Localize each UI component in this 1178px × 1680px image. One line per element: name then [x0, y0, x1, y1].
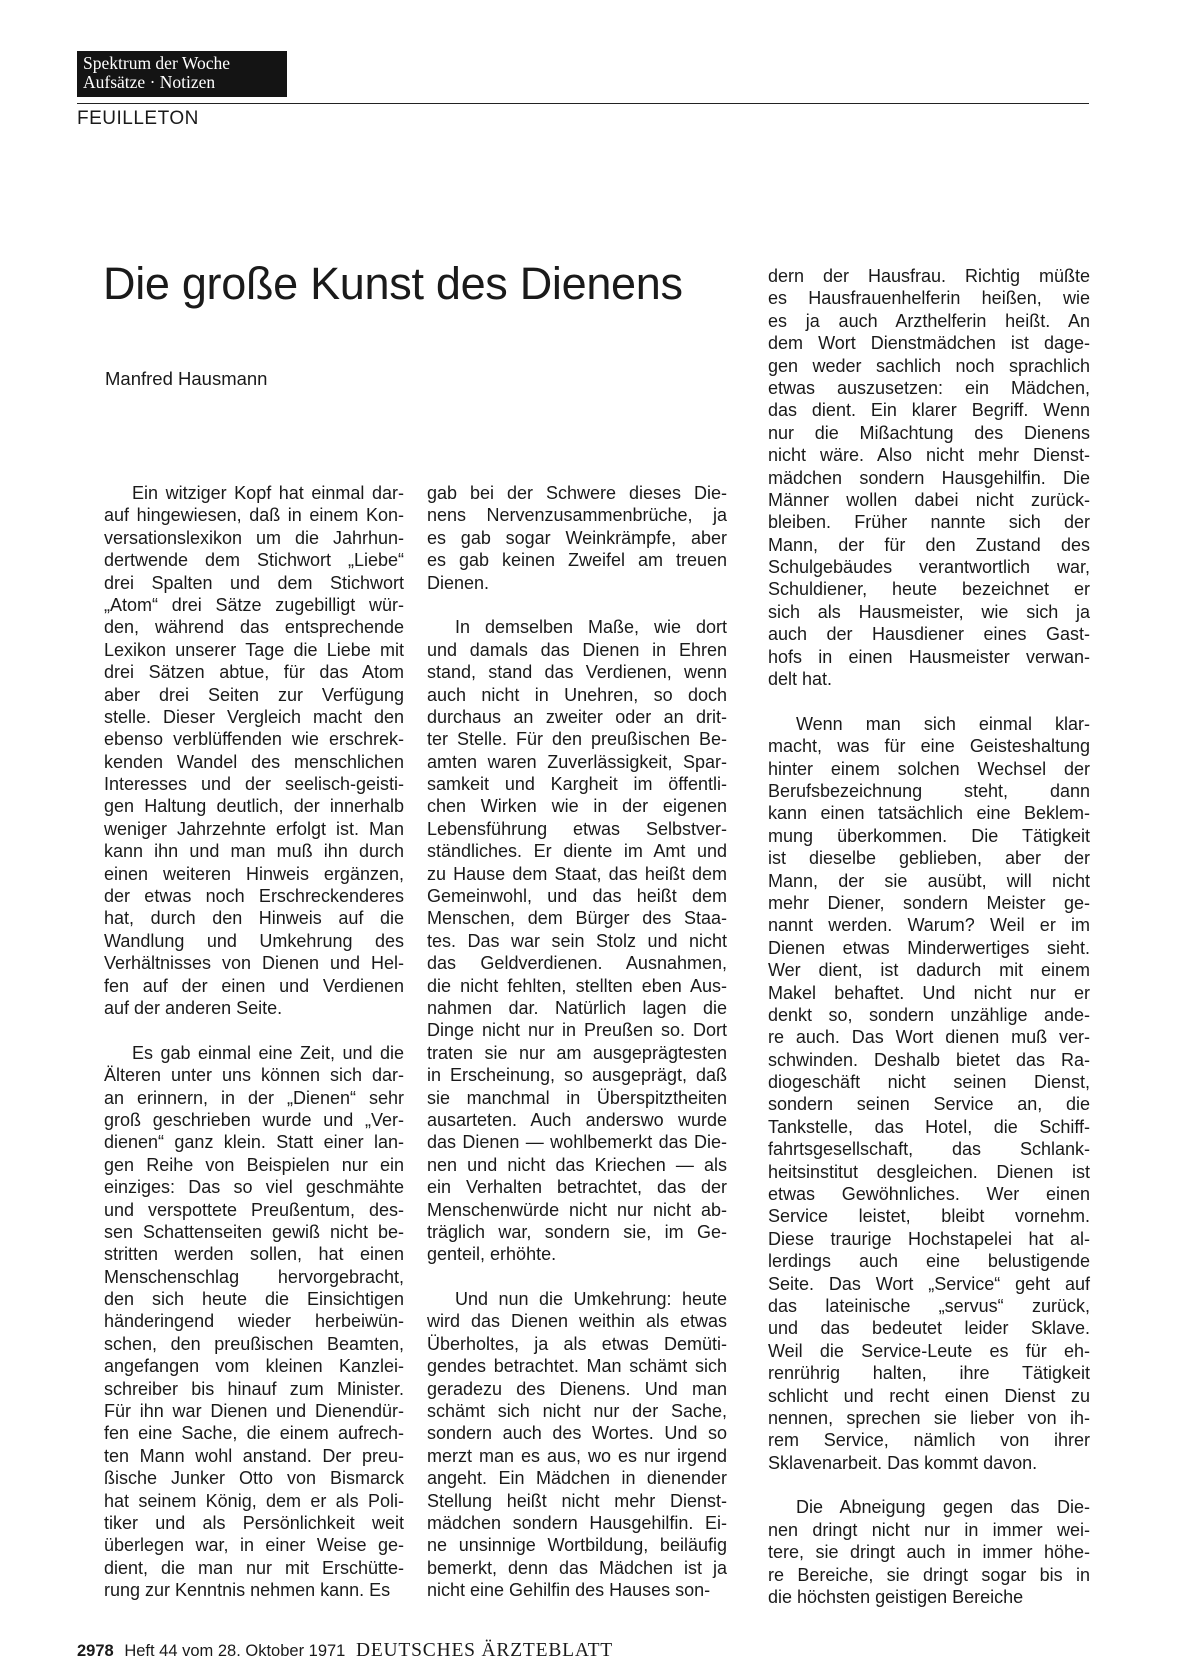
text-line: „Atom“ drei Sätze zugebilligt wür-	[104, 594, 404, 615]
header-rule	[77, 103, 1089, 104]
text-line: drei Spalten und dem Stichwort	[104, 572, 404, 593]
text-line: und damals das Dienen in Ehren	[427, 639, 727, 660]
text-line: samkeit und Kargheit im öffentli-	[427, 774, 727, 795]
text-line: einziges: Das so viel geschmähte	[104, 1177, 404, 1198]
text-line: Seite. Das Wort „Service“ geht auf	[768, 1273, 1090, 1294]
text-line: kann einen tatsächlich eine Beklem-	[768, 803, 1090, 824]
text-line: traten sie nur am ausgeprägtesten	[427, 1042, 727, 1063]
paragraph-gap	[768, 690, 1090, 712]
text-line: re Bereiche, sie dringt sogar bis in	[768, 1564, 1090, 1585]
text-line: gen Haltung deutlich, der innerhalb	[104, 796, 404, 817]
text-line: mädchen sondern Hausgehilfin. Die	[768, 467, 1090, 488]
text-line: nicht wäre. Also nicht mehr Dienst-	[768, 445, 1090, 466]
text-line: amten waren Zuverlässigkeit, Spar-	[427, 751, 727, 772]
text-column-1	[104, 482, 404, 1602]
page-footer	[77, 1640, 613, 1662]
text-line: Schulgebäudes verantwortlich war,	[768, 557, 1090, 578]
text-line: hat seinem König, dem er als Poli-	[104, 1490, 404, 1511]
text-line: nens Nervenzusammenbrüche, ja	[427, 505, 727, 526]
text-line: macht, was für eine Geisteshaltung	[768, 736, 1090, 757]
text-line: Lexikon unserer Tage die Liebe mit	[104, 639, 404, 660]
text-line: nen und nicht das Kriechen — als	[427, 1154, 727, 1175]
text-line: und das bedeutet leider Sklave.	[768, 1318, 1090, 1339]
text-line: sich als Hausmeister, wie sich ja	[768, 601, 1090, 622]
text-line: auf der anderen Seite.	[104, 997, 283, 1018]
text-line: sondern auch des Wortes. Und so	[427, 1423, 727, 1444]
text-line: denkt so, sondern unzählige ande-	[768, 1004, 1090, 1025]
text-line: bleiben. Früher nannte sich der	[768, 512, 1090, 533]
text-line: träglich war, sondern sie, im Ge-	[427, 1221, 727, 1242]
text-line: In demselben Maße, wie dort	[455, 617, 727, 638]
text-line: nen dringt nicht nur in immer wei-	[768, 1519, 1090, 1540]
paragraph	[104, 1042, 404, 1602]
text-line: gen Reihe von Beispielen nur ein	[104, 1154, 404, 1175]
text-line: das Dienen — wohlbemerkt das Die-	[427, 1132, 727, 1153]
text-line: Und nun die Umkehrung: heute	[455, 1289, 727, 1310]
text-line: angeht. Ein Mädchen in dienender	[427, 1468, 727, 1489]
masthead-badge	[77, 51, 287, 97]
text-line: es gab keinen Zweifel am treuen	[427, 550, 727, 571]
text-line: sen Schattenseiten gewiß nicht be-	[104, 1221, 404, 1242]
text-line: in Erscheinung, so ausgeprägt, daß	[427, 1065, 727, 1086]
article-title: Die große Kunst des Dienens	[103, 258, 683, 309]
masthead-line1: Spektrum der Woche	[83, 53, 230, 73]
text-line: Makel behaftet. Und nicht nur er	[768, 982, 1090, 1003]
text-line: ist dieselbe geblieben, aber der	[768, 848, 1090, 869]
text-line: sondern seinen Service an, die	[768, 1094, 1090, 1115]
text-line: es Hausfrauenhelferin heißen, wie	[768, 288, 1090, 309]
text-line: fen auf der einen und Verdienen	[104, 975, 404, 996]
text-line: kenden Wandel des menschlichen	[104, 751, 404, 772]
text-line: aber drei Seiten zur Verfügung	[104, 684, 404, 705]
text-line: Wer dient, ist dadurch mit einem	[768, 960, 1090, 981]
text-line: Gemeinwohl, und das heißt dem	[427, 886, 727, 907]
text-line: Dienen.	[427, 572, 490, 593]
text-line: einen weiteren Hinweis ergänzen,	[104, 863, 404, 884]
text-line: geradezu des Dienens. Und man	[427, 1378, 727, 1399]
text-line: zu Hause dem Staat, das heißt dem	[427, 863, 727, 884]
text-line: delt hat.	[768, 669, 833, 690]
text-line: ausarteten. Auch anderswo wurde	[427, 1109, 727, 1130]
text-line: auch nicht in Unehren, so doch	[427, 684, 727, 705]
text-line: nicht eine Gehilfin des Hauses son-	[427, 1580, 711, 1601]
text-line: Verhältnisses von Dienen und Hel-	[104, 953, 404, 974]
text-line: das dient. Ein klarer Begriff. Wenn	[768, 400, 1090, 421]
text-line: ständliches. Er diente im Amt und	[427, 841, 727, 862]
text-line: Interesses und der seelisch-geisti-	[104, 774, 404, 795]
text-column-2	[427, 482, 727, 1602]
text-line: etwas auszusetzen: ein Mädchen,	[768, 377, 1090, 398]
text-line: der etwas noch Erschreckenderes	[104, 886, 404, 907]
text-line: Wenn man sich einmal klar-	[796, 713, 1090, 734]
text-line: gendes betrachtet. Man schämt sich	[427, 1356, 727, 1377]
text-line: bemerkt, denn das Mädchen ist ja	[427, 1557, 727, 1578]
text-line: versationslexikon um die Jahrhun-	[104, 527, 404, 548]
text-line: Mann, der für den Zustand des	[768, 534, 1090, 555]
text-line: nennen, sprechen sie lieber von ih-	[768, 1407, 1090, 1428]
paragraph	[427, 1288, 727, 1601]
text-line: Mann, der sie ausübt, will nicht	[768, 870, 1090, 891]
text-line: Für ihn war Dienen und Dienendür-	[104, 1401, 404, 1422]
masthead-line2: Aufsätze · Notizen	[83, 72, 216, 92]
text-line: dient, die man nur mit Erschütte-	[104, 1557, 404, 1578]
text-line: den sich heute die Einsichtigen	[104, 1289, 404, 1310]
text-line: auch der Hausdiener eines Gast-	[768, 624, 1090, 645]
paragraph	[768, 265, 1090, 690]
paragraph	[104, 482, 404, 1019]
text-line: heitsinstitut desgleichen. Dienen ist	[768, 1161, 1090, 1182]
text-line: rem Service, nämlich von ihrer	[768, 1430, 1090, 1451]
text-line: Schuldiener, heute bezeichnet er	[768, 579, 1090, 600]
text-line: Dienen etwas Minderwertiges sieht.	[768, 937, 1090, 958]
text-line: Männer wollen dabei nicht zurück-	[768, 489, 1090, 510]
text-line: Ein witziger Kopf hat einmal dar-	[132, 483, 404, 503]
text-line: Es gab einmal eine Zeit, und die	[132, 1042, 404, 1063]
text-line: etwas Gewöhnliches. Wer einen	[768, 1184, 1090, 1205]
text-line: genteil, erhöhte.	[427, 1244, 557, 1265]
text-line: tes. Das war sein Stolz und nicht	[427, 930, 727, 951]
text-line: wird das Dienen weithin als etwas	[427, 1311, 727, 1332]
text-line: groß geschrieben wurde und „Ver-	[104, 1109, 404, 1130]
text-line: dern der Hausfrau. Richtig müßte	[768, 266, 1090, 286]
text-line: überlegen war, in einer Weise ge-	[104, 1535, 404, 1556]
text-line: gab bei der Schwere dieses Die-	[427, 483, 727, 503]
text-line: das Geldverdienen. Ausnahmen,	[427, 953, 727, 974]
text-line: dertwende dem Stichwort „Liebe“	[104, 550, 404, 571]
paragraph-gap	[427, 594, 727, 616]
text-line: die höchsten geistigen Bereiche	[768, 1587, 1024, 1608]
text-line: stelle. Dieser Vergleich macht den	[104, 706, 404, 727]
text-line: dienen“ ganz klein. Statt einer lan-	[104, 1132, 404, 1153]
text-line: Die Abneigung gegen das Die-	[796, 1497, 1090, 1518]
text-line: Sklavenarbeit. Das kommt davon.	[768, 1452, 1038, 1473]
text-line: und verspottete Preußentum, des-	[104, 1199, 404, 1220]
text-line: stritten werden sollen, hat einen	[104, 1244, 404, 1265]
text-line: Weil die Service-Leute es für eh-	[768, 1340, 1090, 1361]
text-line: Tankstelle, das Hotel, die Schiff-	[768, 1116, 1090, 1137]
text-line: ten Mann wohl anstand. Der preu-	[104, 1445, 404, 1466]
paragraph	[427, 616, 727, 1265]
text-line: tiker und als Persönlichkeit weit	[104, 1512, 404, 1533]
paragraph	[768, 713, 1090, 1474]
text-line: das lateinische „servus“ zurück,	[768, 1295, 1090, 1316]
text-line: schen, den preußischen Beamten,	[104, 1333, 404, 1354]
text-line: renrührig halten, ihre Tätigkeit	[768, 1363, 1090, 1384]
text-line: durchaus an zweiter oder an drit-	[427, 706, 727, 727]
text-line: hinter einem solchen Wechsel der	[768, 758, 1090, 779]
text-line: nannt werden. Warum? Weil er im	[768, 915, 1090, 936]
text-line: Stellung heißt nicht mehr Dienst-	[427, 1490, 727, 1511]
magazine-name: DEUTSCHES ÄRZTEBLATT	[355, 1640, 613, 1661]
text-line: chen Wirken wie in der eigenen	[427, 796, 727, 817]
text-line: hofs in einen Hausmeister verwan-	[768, 646, 1090, 667]
text-line: kann ihn und man muß ihn durch	[104, 841, 404, 862]
section-label: FEUILLETON	[77, 108, 199, 129]
text-line: ne unsinnige Wortbildung, beiläufig	[427, 1535, 727, 1556]
text-line: Menschenwürde nicht nur nicht ab-	[427, 1199, 727, 1220]
text-line: nur die Mißachtung des Dienens	[768, 422, 1090, 443]
text-line: Lebensführung etwas Selbstver-	[427, 818, 727, 839]
text-line: Menschenschlag hervorgebracht,	[104, 1266, 404, 1287]
text-line: sie manchmal in Überspitztheiten	[427, 1087, 727, 1108]
text-line: mädchen sondern Hausgehilfin. Ei-	[427, 1512, 727, 1533]
text-line: lerdings auch eine belustigende	[768, 1251, 1090, 1272]
paragraph-gap	[427, 1266, 727, 1288]
text-line: rung zur Kenntnis nehmen kann. Es	[104, 1580, 391, 1601]
text-line: Service leistet, bleibt vornehm.	[768, 1206, 1090, 1227]
text-line: ßische Junker Otto von Bismarck	[104, 1468, 404, 1489]
text-line: mung überkommen. Die Tätigkeit	[768, 825, 1090, 846]
text-line: hat, durch den Hinweis auf die	[104, 908, 404, 929]
text-line: schlicht und recht einen Dienst zu	[768, 1385, 1090, 1406]
text-line: tere, sie dringt auch in immer höhe-	[768, 1542, 1090, 1563]
text-line: es ja auch Arzthelferin heißt. An	[768, 310, 1090, 331]
text-line: merzt man es aus, wo es nur irgend	[427, 1445, 727, 1466]
paragraph	[427, 482, 727, 594]
text-line: schreiber bis hinauf zum Minister.	[104, 1378, 404, 1399]
text-line: dem Wort Dienstmädchen ist dage-	[768, 333, 1090, 354]
text-line: die nicht fehlten, stellten eben Aus-	[427, 975, 727, 996]
text-line: fen eine Sache, die einem aufrech-	[104, 1423, 404, 1444]
text-line: re auch. Das Wort dienen muß ver-	[768, 1027, 1090, 1048]
text-line: Berufsbezeichnung steht, dann	[768, 780, 1090, 801]
text-column-3	[768, 265, 1090, 1608]
text-line: ein Verhalten betrachtet, das der	[427, 1177, 727, 1198]
text-line: den, während das entsprechende	[104, 617, 404, 638]
text-line: drei Sätzen abtue, für das Atom	[104, 662, 404, 683]
text-line: ebenso verblüffenden wie erschrek-	[104, 729, 404, 750]
text-line: es gab sogar Weinkrämpfe, aber	[427, 527, 727, 548]
text-line: auf hingewiesen, daß in einem Kon-	[104, 505, 404, 526]
text-line: Dinge nicht nur in Preußen so. Dort	[427, 1020, 727, 1041]
page-number: 2978	[77, 1642, 114, 1660]
text-line: nahmen dar. Natürlich lagen die	[427, 997, 727, 1018]
paragraph	[768, 1496, 1090, 1608]
text-line: fahrtsgesellschaft, das Schlank-	[768, 1139, 1090, 1160]
text-line: händeringend wieder herbeiwün-	[104, 1311, 404, 1332]
text-line: stand, stand das Verdienen, wenn	[427, 662, 727, 683]
text-line: Älteren unter uns können sich dar-	[104, 1065, 404, 1086]
article-author: Manfred Hausmann	[105, 368, 268, 389]
text-line: ter Stelle. Für den preußischen Be-	[427, 729, 727, 750]
text-line: Diese traurige Hochstapelei hat al-	[768, 1228, 1090, 1249]
text-line: diogeschäft nicht seinen Dienst,	[768, 1072, 1090, 1093]
text-line: Menschen, dem Bürger des Staa-	[427, 908, 727, 929]
text-line: Wandlung und Umkehrung des	[104, 930, 404, 951]
text-line: weniger Jahrzehnte erfolgt ist. Man	[104, 818, 404, 839]
text-line: an erinnern, in der „Dienen“ sehr	[104, 1087, 404, 1108]
issue-info: Heft 44 vom 28. Oktober 1971	[124, 1642, 346, 1660]
text-line: gen weder sachlich noch sprachlich	[768, 355, 1090, 376]
text-line: schämt sich nicht nur der Sache,	[427, 1401, 727, 1422]
text-line: Überholtes, ja als etwas Demüti-	[427, 1333, 727, 1354]
text-line: schwinden. Deshalb bietet das Ra-	[768, 1049, 1090, 1070]
paragraph-gap	[104, 1019, 404, 1041]
text-line: angefangen vom kleinen Kanzlei-	[104, 1356, 404, 1377]
paragraph-gap	[768, 1474, 1090, 1496]
text-line: mehr Diener, sondern Meister ge-	[768, 892, 1090, 913]
